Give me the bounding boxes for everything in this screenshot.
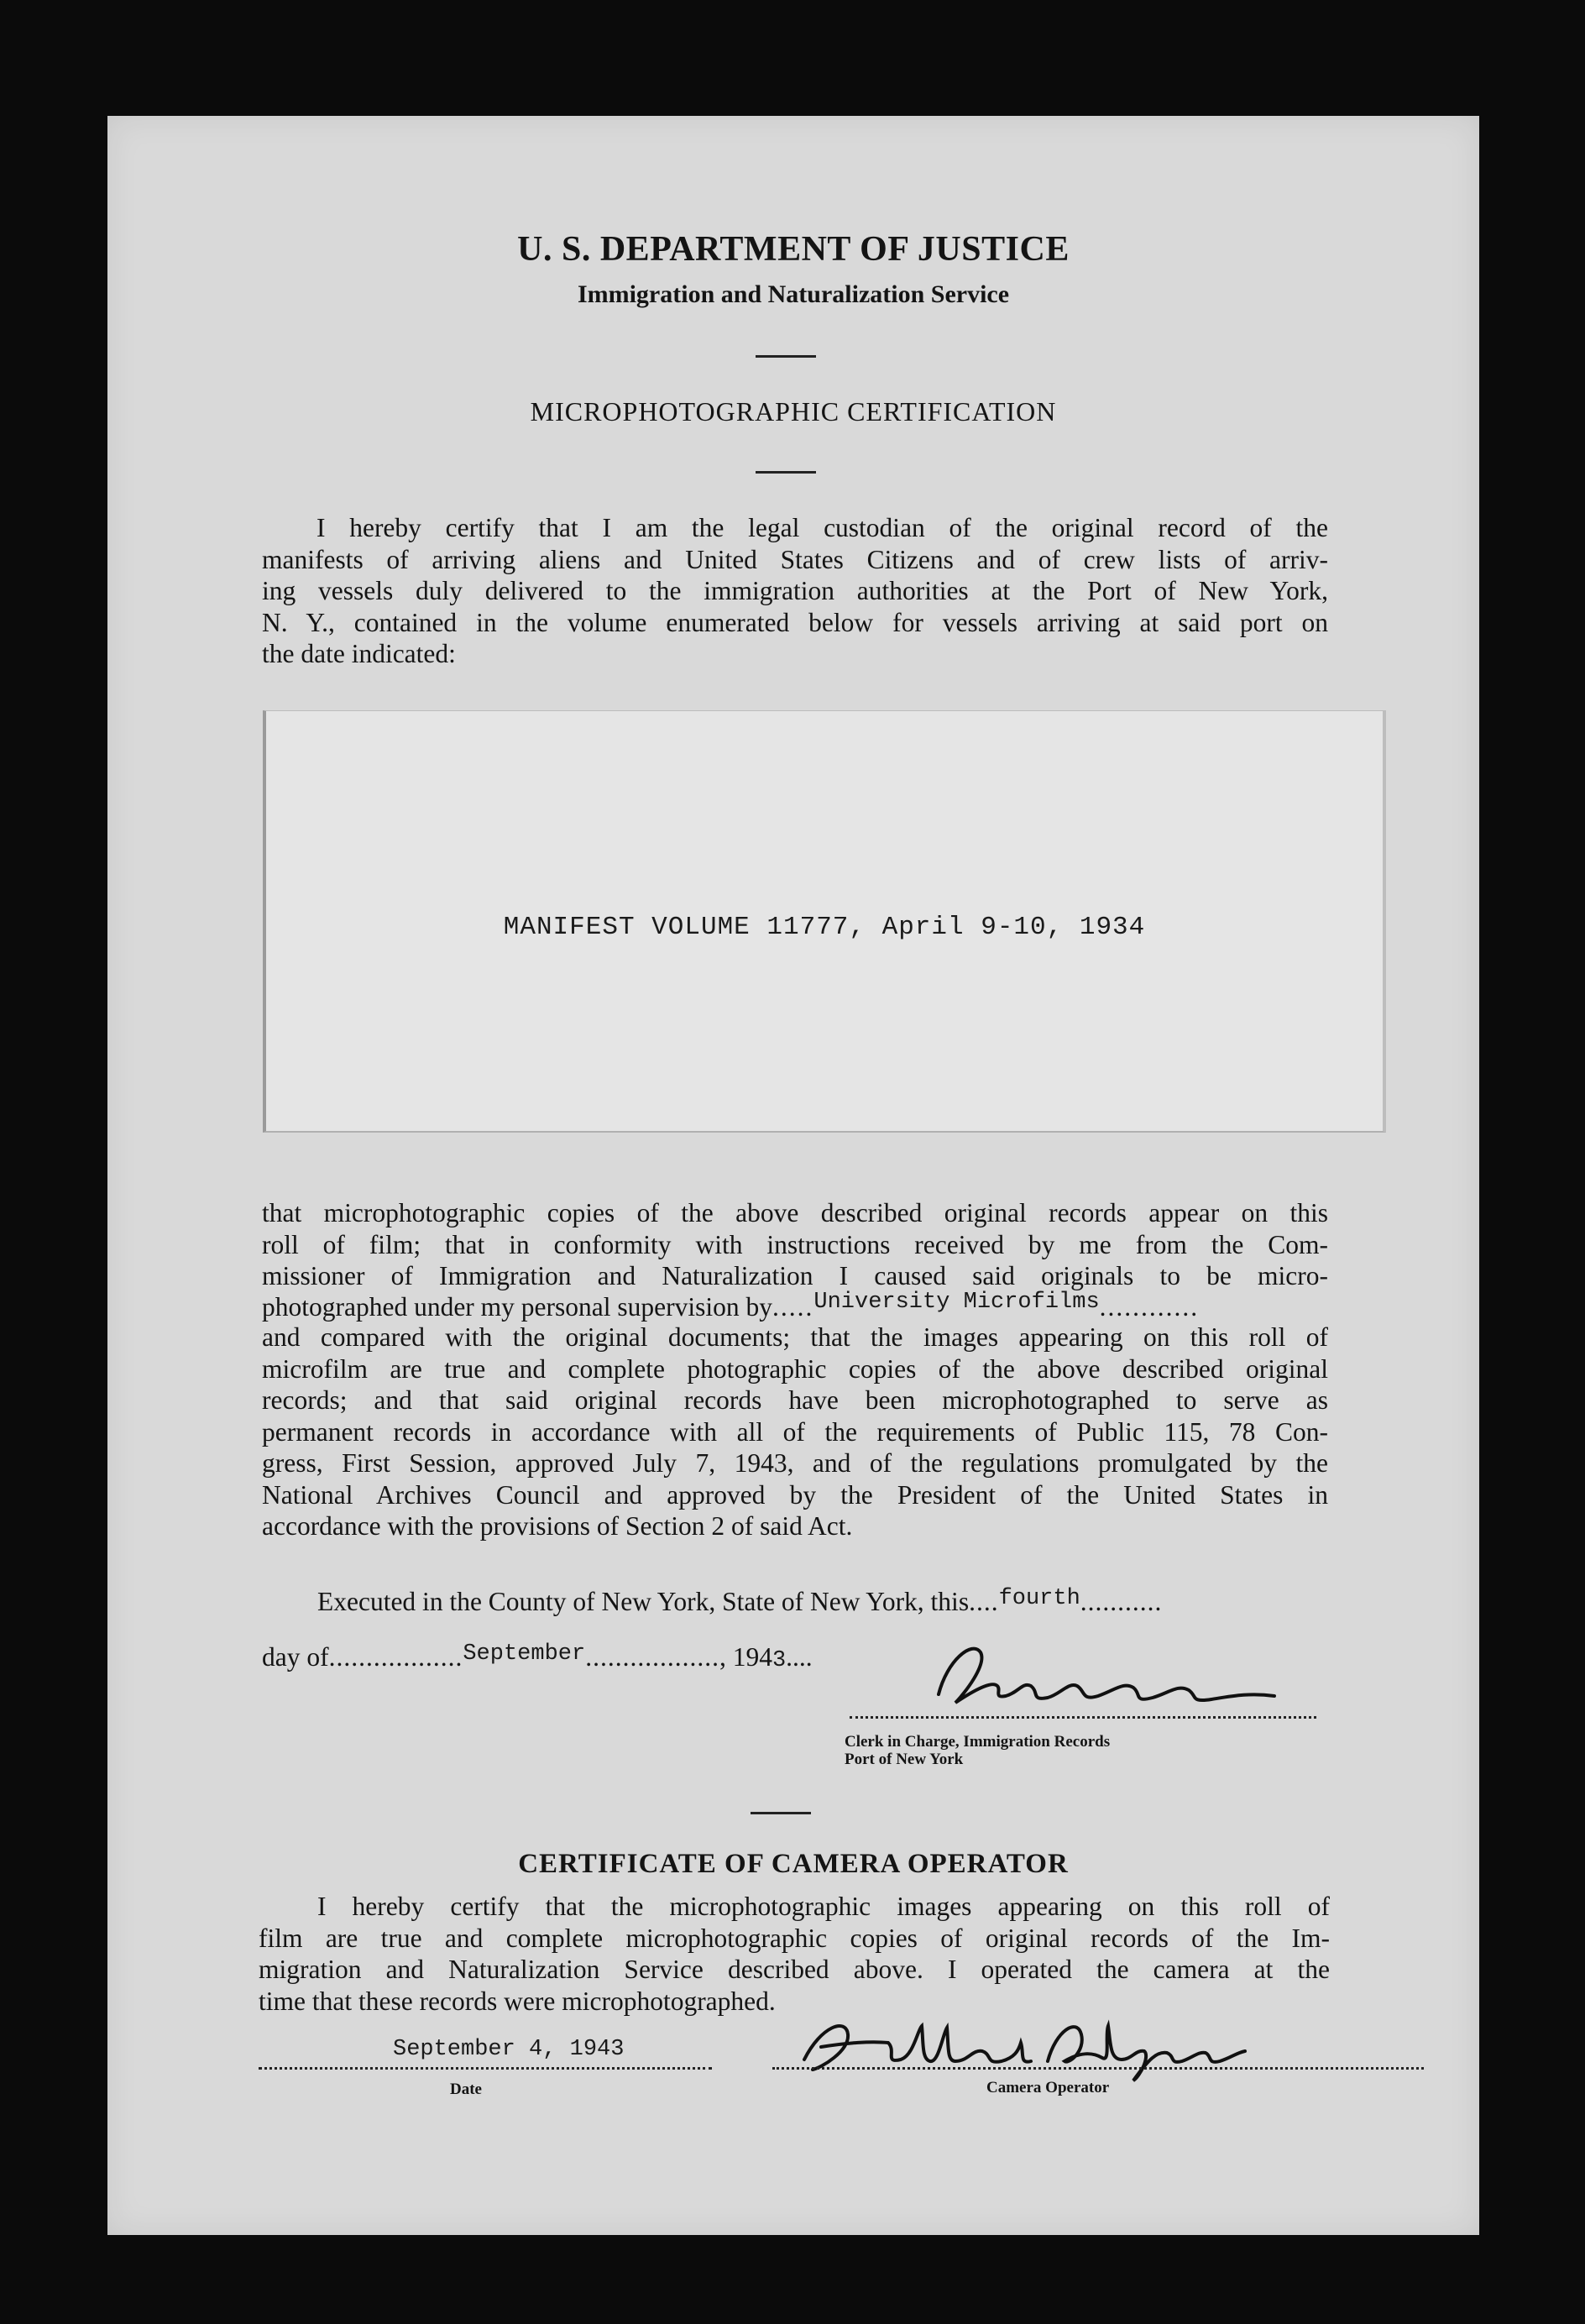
- day-value: fourth: [998, 1586, 1080, 1611]
- department-heading: U. S. DEPARTMENT OF JUSTICE: [517, 230, 1070, 269]
- text-line: roll of film; that in conformity with instructions received by me from the Com-: [262, 1229, 1328, 1259]
- divider: [756, 355, 816, 358]
- text-line: the date indicated:: [262, 639, 456, 668]
- text-line: accordance with the provisions of Section 2 of said Act.: [262, 1511, 853, 1541]
- text-line: manifests of arriving aliens and United States Citizens and of crew lists of arriv-: [262, 544, 1328, 574]
- operator-signature: [787, 2009, 1258, 2085]
- text-line: National Archives Council and approved by the President of the United States in: [262, 1479, 1328, 1510]
- clerk-signature: [913, 1636, 1384, 1728]
- executed-text: Executed in the County of New York, State of New York, this: [317, 1587, 970, 1616]
- text-line: that microphotographic copies of the above described original records appear on this: [262, 1198, 1328, 1227]
- text-line: I hereby certify that I am the legal custodian of the original record of the: [316, 513, 1328, 542]
- date-line: day of..................September.................., 1943....: [262, 1641, 813, 1673]
- supervision-prefix: photographed under my personal supervision by: [262, 1292, 773, 1322]
- year-label: , 194: [719, 1642, 772, 1672]
- volume-card: [263, 710, 1386, 1133]
- divider: [756, 471, 816, 474]
- text-line: film are true and complete microphotographic copies of original records of the Im-: [259, 1923, 1330, 1953]
- day-of-label: day of: [262, 1642, 329, 1672]
- service-subheading: Immigration and Naturalization Service: [577, 280, 1010, 308]
- date-line-rule: [259, 2067, 712, 2070]
- body-paragraph: [262, 1197, 1328, 1292]
- text-line: and compared with the original documents; that the images appearing on this roll of: [262, 1322, 1328, 1352]
- text-line: records; and that said original records have been microphotographed to serve as: [262, 1385, 1328, 1415]
- supervision-value: University Microfilms: [813, 1290, 1100, 1315]
- text-line: microfilm are true and complete photographic copies of the above described original: [262, 1353, 1328, 1384]
- certification-title: MICROPHOTOGRAPHIC CERTIFICATION: [530, 396, 1057, 427]
- intro-paragraph: [262, 512, 1328, 670]
- text-line: gress, First Session, approved July 7, 1943, and of the regulations promulgated by the: [262, 1448, 1328, 1478]
- date-label: Date: [450, 2081, 482, 2098]
- camera-date-value: September 4, 1943: [393, 2037, 625, 2062]
- camera-paragraph: [259, 1891, 1330, 2017]
- month-value: September: [463, 1641, 586, 1667]
- text-line: I hereby certify that the microphotographic images appearing on this roll of: [317, 1892, 1330, 1921]
- clerk-signature-line: [850, 1716, 1316, 1719]
- volume-text: MANIFEST VOLUME 11777, April 9-10, 1934: [503, 913, 1146, 942]
- divider: [751, 1812, 811, 1814]
- camera-certificate-title: CERTIFICATE OF CAMERA OPERATOR: [518, 1849, 1069, 1879]
- text-line: time that these records were microphotographed.: [259, 1986, 776, 2016]
- text-line: migration and Naturalization Service described above. I operated the camera at the: [259, 1955, 1330, 1984]
- body-paragraph-2: [262, 1322, 1328, 1542]
- clerk-title-line: Port of New York: [845, 1751, 964, 1768]
- year-value: 3: [772, 1648, 787, 1673]
- supervision-line: photographed under my personal supervision by.....University Microfilms............: [262, 1290, 1200, 1322]
- text-line: permanent records in accordance with all of the requirements of Public 115, 78 Con-: [262, 1416, 1328, 1447]
- clerk-title: [845, 1733, 1110, 1768]
- operator-label: Camera Operator: [986, 2079, 1110, 2096]
- certificate-page: [107, 116, 1479, 2235]
- executed-line: Executed in the County of New York, State of New York, this....fourth...........: [317, 1586, 1163, 1616]
- text-line: N. Y., contained in the volume enumerated below for vessels arriving at said port on: [262, 607, 1328, 637]
- text-line: missioner of Immigration and Naturalization I caused said originals to be micro-: [262, 1261, 1328, 1290]
- text-line: ing vessels duly delivered to the immigration authorities at the Port of New York,: [262, 576, 1328, 605]
- clerk-title-line: Clerk in Charge, Immigration Records: [845, 1733, 1111, 1751]
- operator-signature-line: [772, 2067, 1424, 2070]
